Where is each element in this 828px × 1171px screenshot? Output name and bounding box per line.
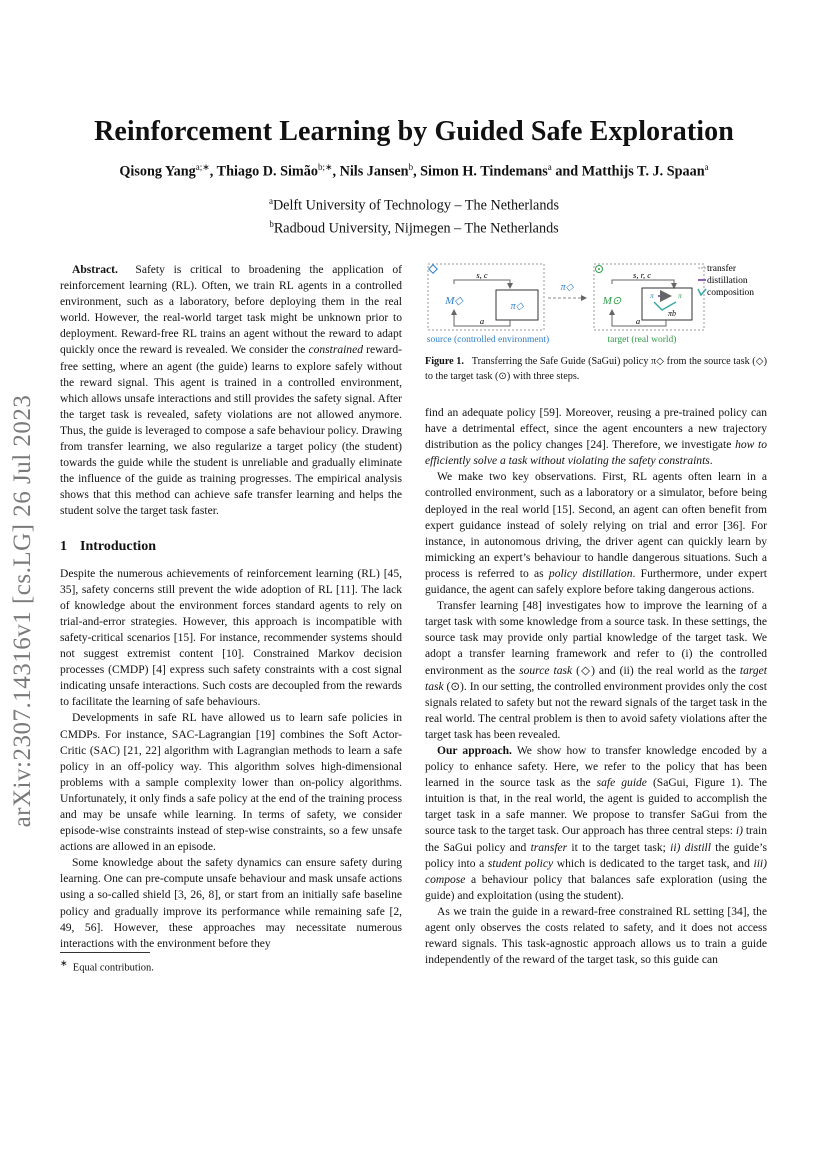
target-model-label: M⊙ [602,295,622,307]
affil-text: Radboud University, Nijmegen – The Netherlands [273,220,559,237]
figure-1-diagram [426,260,768,346]
transfer-policy-label: π◇ [560,282,574,293]
body-text: it to the target task; [567,841,671,854]
abstract-emphasis: constrained [308,344,363,357]
affiliation [0,192,828,215]
body-emphasis: iii) compose [425,857,767,886]
body-paragraph [425,405,767,469]
caption-text: Transferring the Safe Guide (SaGui) policy π◇ from the source task (◇) to the target task (⊙) with three steps. [425,356,768,382]
author-affil-mark: a [547,162,552,172]
author-affil-mark: b [408,162,414,172]
body-paragraph: As we train the guide in a reward-free constrained RL setting [34], the agent only observes the costs related to safety, and it does not access reward signals. This task-agnostic approach allows us to train a guide independently of the reward of the target task, so this guide can [425,905,767,967]
body-text: a behaviour policy that balances safe exploration (using the guide) and exploitation (using the student). [425,873,767,902]
target-odot-center [598,268,600,270]
left-column [60,262,402,952]
author-list: Qisong Yang$^{a;∗}$, Thiago D. Simão$^{b;∗}$, Nils Jansen$^b$, Simon H. Tindemans$^a$ and Matthijs T. J. Spaan$^a$ [119,162,709,180]
author-affil-mark: b;∗ [317,162,333,172]
body-paragraph [425,743,767,904]
author-name: Matthijs T. J. Spaan [581,163,705,180]
footnote-mark: ∗ [60,958,68,968]
body-emphasis: student policy [487,857,554,870]
footnote-text: Equal contribution. [72,962,154,974]
body-text: train the SaGui policy and [425,825,767,854]
figure-caption [425,354,767,384]
author-affil-mark: a [704,162,709,172]
body-text: . [709,455,713,468]
intro-paragraph: Some knowledge about the safety dynamics can ensure safety during learning. One can pre-compute unsafe behaviour and mask unsafe actions using a so-called shield [3, 26, 8], or start from an initially safe baseline policy and gradually improve its performance while remaining safe [2, 49, 56]. However, these approaches may necessitate numerous interactions with the environment before they [60,857,402,950]
target-signal-label: s, r, c [633,270,651,280]
section-number: 1 [60,538,67,554]
source-policy-label: π◇ [510,301,524,312]
body-text: which is dedicated to the target task, and [553,857,754,870]
student-policy-label: π [678,291,682,300]
target-action-label: a [635,316,641,326]
source-action-label: a [479,316,485,326]
body-emphasis: policy distillation [548,567,633,580]
body-emphasis: i) [735,825,743,838]
affil-mark: b [269,218,274,229]
author-name: Qisong Yang [119,163,196,180]
body-text: We show how to transfer knowledge encoded by a policy to enhance safety. Here, we refer to the policy that has been learned in the source task as the [425,744,767,790]
body-text: (◇) and (ii) the real world as the [572,664,740,677]
legend-distillation: distillation [707,276,748,286]
author-name: Thiago D. Simão [216,163,318,180]
body-text: find an adequate policy [59]. Moreover, reusing a pre-trained policy can have a detrimental effect, since the agent encounters a new trajectory distribution as the policy changes [24]. Therefore, we investigate [425,407,767,452]
body-emphasis: source task [519,664,573,677]
affiliations [0,192,828,237]
right-column [425,405,767,968]
source-signal-arrow [454,280,510,288]
arxiv-stamp [8,376,38,846]
source-model-label: M◇ [445,295,463,307]
legend-transfer: transfer [707,264,737,274]
abstract [60,262,402,520]
guide-policy-label: π [650,291,654,300]
caption-label: Figure 1. [425,356,464,367]
paper-title: Reinforcement Learning by Guided Safe Exploration [94,116,734,147]
footnote [60,958,154,974]
body-emphasis: transfer [530,841,568,854]
body-paragraph [425,469,767,598]
body-text: (SaGui, Figure 1). The intuition is that, in the real world, the agent is guided to accomplish the target task in a safe manner. We propose to transfer SaGui from the source task to the target task. Our approach has three central steps: [425,777,768,838]
section-heading [60,539,402,555]
affiliation [0,215,828,238]
footnote-rule [60,952,150,953]
body-text: (⊙). In our setting, the controlled environment provides only the cost signals related to safety but not the reward signals of the target task in the real world. The central problem is then to avoid safety violations after the target task has been revealed. [425,680,767,741]
body-text: the guide’s policy into a [425,841,767,870]
abstract-label: Abstract. [72,264,118,276]
body-emphasis: target task [425,664,768,693]
section-title: Introduction [80,538,156,554]
arxiv-id: arXiv:2307.14316v1 [cs.LG] 26 Jul 2023 [9,394,36,828]
abstract-text: reward-free setting, where an agent (the guide) learns to explore safely without the reward signal. This agent is trained in a controlled environment, which allows unsafe interactions and still provides the safety signal. After the target task is revealed, safety violations are not allowed anymore. Thus, the guide is leveraged to compose a safe behaviour policy. Drawing from transfer learning, we also regularize a target policy (the student) towards the guide while the student is unreliable and gradually eliminate the influence of the guide as training progresses. The empirical analysis shows that this method can achieve safe transfer learning and helps the student solve the target task faster. [60,344,402,518]
body-text: . Furthermore, under expert guidance, the agent can safely explore before taking dangerous actions. [425,567,767,597]
author-name: Nils Jansen [339,163,409,180]
body-emphasis: safe guide [596,777,647,790]
affil-text: Delft University of Technology – The Netherlands [272,197,560,214]
intro-paragraph: Despite the numerous achievements of reinforcement learning (RL) [45, 35], safety concerns still prevent the wide adoption of RL [11]. The lack of knowledge about the environment forces standard agents to rely on trial-and-error strategies. However, this approach is incompatible with safety-critical scenarios [15]. For instance, recommender systems should not suggest extremist content [10]. Constrained Markov decision processes (CMDP) [4] express such safety constraints with a cost signal indicating unsafe interactions. Such costs are decoupled from the rewards to facilitate the learning of safe behaviours. [60,567,402,709]
affil-mark: a [268,196,273,206]
source-signal-label: s, c [476,270,488,280]
author-name: Simon H. Tindemans [420,163,548,180]
paragraph-label: Our approach. [437,744,512,757]
diamond-icon [429,265,437,273]
body-text: Transfer learning [48] investigates how to improve the learning of a target task with some knowledge from a source task. In these settings, the source task may provide only partial knowledge of the target task. We adopt a transfer learning framework and refer to (i) the controlled environment as the [425,600,767,677]
author-affil-mark: a;∗ [195,162,210,172]
target-caption: target (real world) [607,335,677,345]
body-text: We make two key observations. First, RL agents often learn in a controlled environment, such as a laboratory or a simulator, before being deployed in the real world [15]. Second, an agent can often benefit from expert guidance instead of solely relying on trial and error [36]. For instance, in autonomous driving, the driver agent can quickly learn by mimicking an expert’s behaviour to handle dangerous situations. Such a process is referred to as [425,471,767,580]
body-emphasis: how to efficiently solve a task without violating the safety constraints [425,439,767,468]
intro-paragraph: Developments in safe RL have allowed us to learn safe policies in CMDPs. For instance, SAC-Lagrangian [19] combines the Soft Actor-Critic (SAC) [21, 22] algorithm with Lagrangian methods to learn a safe policy in an off-policy way. This algorithm solves high-dimensional problems with a sample complexity lower than on-policy algorithms. Unfortunately, it only finds a safe policy at the end of the training process and may be unsafe while learning. In terms of safety, we consider episode-wise constraints instead of step-wise constraints, so a few unsafe actions are allowed in an episode. [60,712,402,854]
legend-composition-swatch [698,289,706,295]
abstract-text: Safety is critical to broadening the application of reinforcement learning (RL). Often, we train RL agents in a controlled environment, such as a laboratory, before deploying them in the real world. However, the real-world target task might be unknown prior to deployment. Reward-free RL trains an agent without the reward to adapt quickly once the reward is revealed. We consider the [60,264,402,357]
body-paragraph [425,598,767,743]
target-signal-arrow [612,280,674,288]
legend-composition: composition [707,288,754,298]
behaviour-policy-label: πb [667,309,677,318]
source-caption: source (controlled environment) [426,335,550,345]
body-emphasis: ii) distill [670,841,711,854]
